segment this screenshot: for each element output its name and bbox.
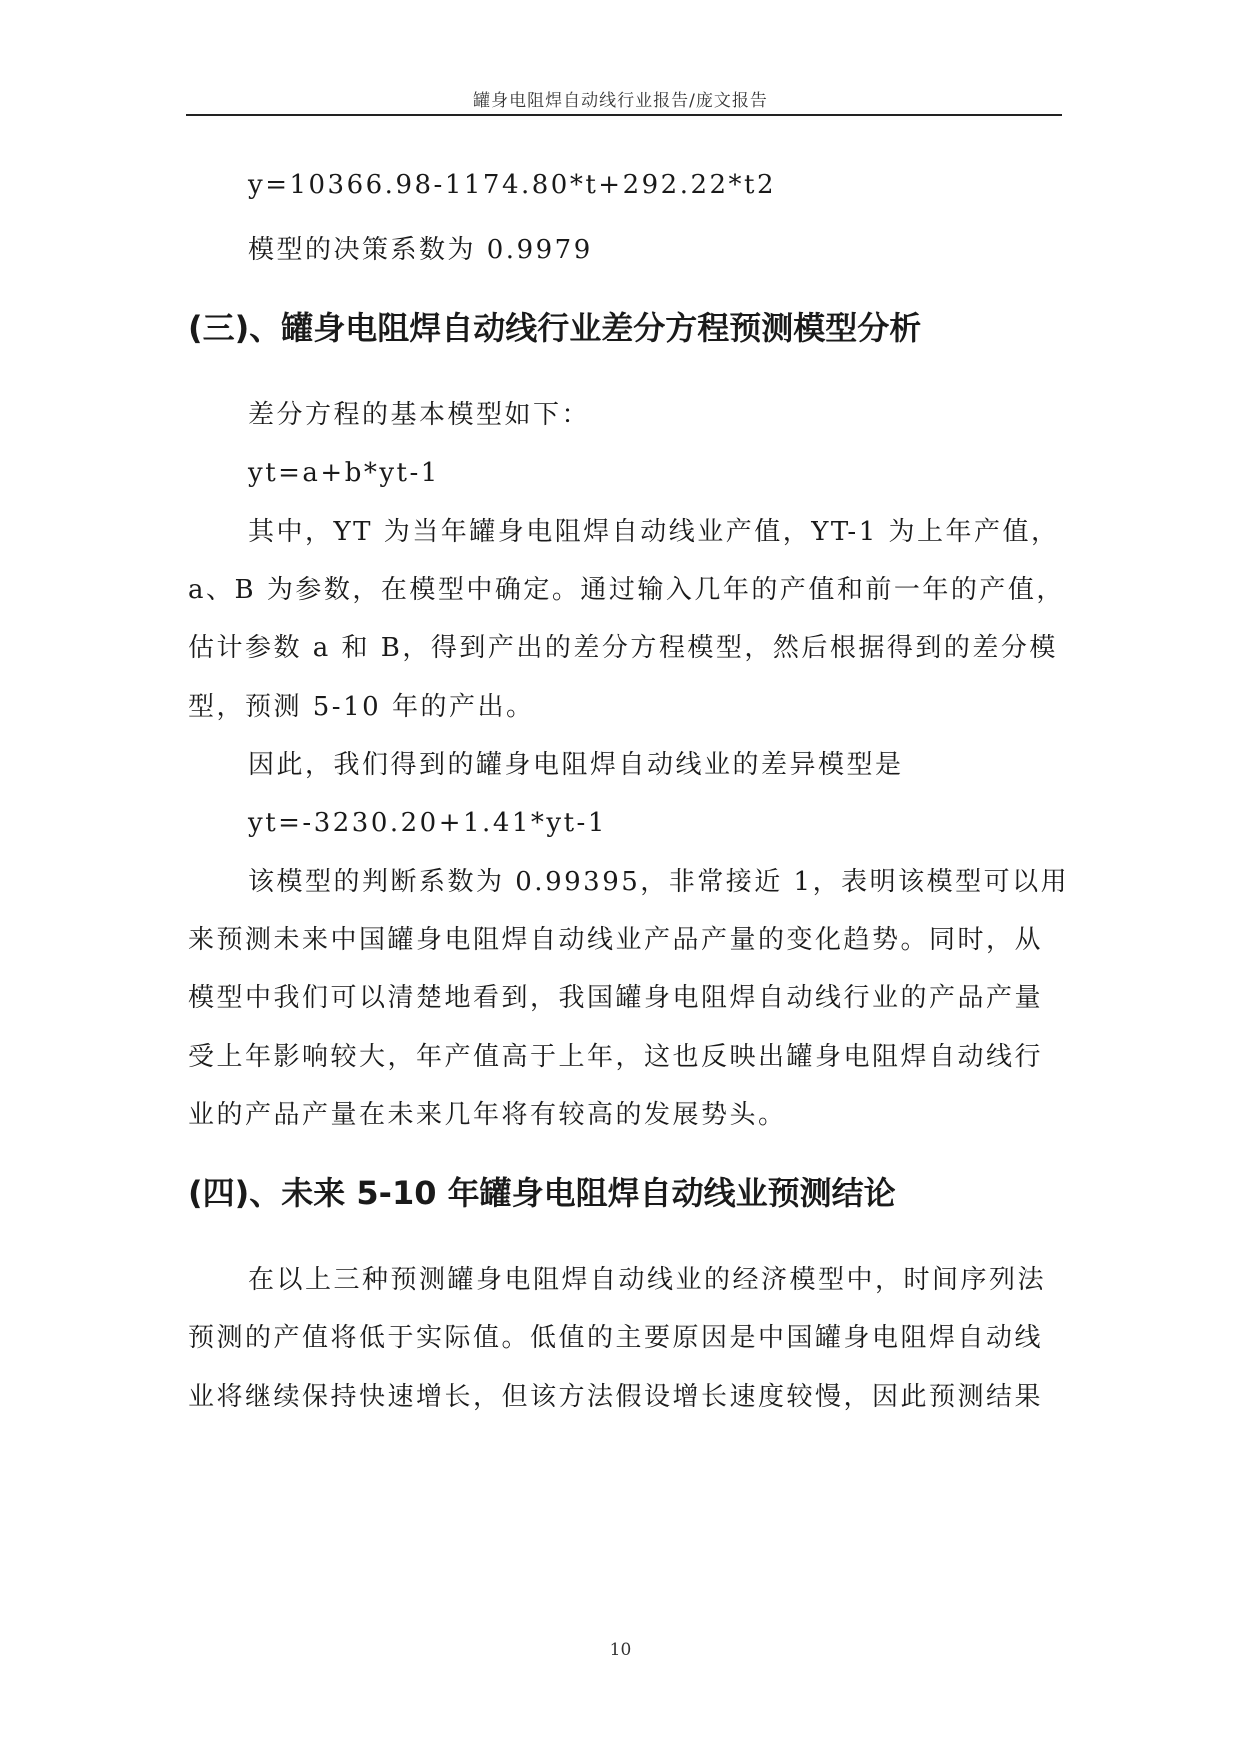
paragraph-line: 受上年影响较大，年产值高于上年，这也反映出罐身电阻焊自动线行 xyxy=(188,1042,1044,1072)
paragraph-line: 业将继续保持快速增长，但该方法假设增长速度较慢，因此预测结果 xyxy=(188,1382,1044,1412)
formula-difference-fitted: yt=-3230.20+1.41*yt-1 xyxy=(248,808,607,838)
section-heading-3: (三)、罐身电阻焊自动线行业差分方程预测模型分析 xyxy=(188,309,922,347)
paragraph-line: 该模型的判断系数为 0.99395，非常接近 1，表明该模型可以用 xyxy=(248,867,1070,897)
paragraph-line: 估计参数 a 和 B，得到产出的差分方程模型，然后根据得到的差分模 xyxy=(188,633,1058,663)
paragraph-line: 型，预测 5-10 年的产出。 xyxy=(188,692,535,722)
running-header: 罐身电阻焊自动线行业报告/庞文报告 xyxy=(473,91,768,111)
header-divider xyxy=(186,114,1062,116)
paragraph-line: 模型中我们可以清楚地看到，我国罐身电阻焊自动线行业的产品产量 xyxy=(188,983,1044,1013)
paragraph-line: 在以上三种预测罐身电阻焊自动线业的经济模型中，时间序列法 xyxy=(248,1265,1047,1295)
paragraph-line: 其中，YT 为当年罐身电阻焊自动线业产值，YT-1 为上年产值， xyxy=(248,517,1060,547)
paragraph-line: 业的产品产量在未来几年将有较高的发展势头。 xyxy=(188,1100,787,1130)
paragraph-line: a、B 为参数，在模型中确定。通过输入几年的产值和前一年的产值， xyxy=(188,575,1065,605)
formula-difference-basic: yt=a+b*yt-1 xyxy=(248,458,440,488)
paragraph-line: 模型的决策系数为 0.9979 xyxy=(248,235,593,265)
paragraph-line: 来预测未来中国罐身电阻焊自动线业产品产量的变化趋势。同时，从 xyxy=(188,925,1044,955)
formula-time-series: y=10366.98-1174.80*t+292.22*t2 xyxy=(248,170,777,200)
paragraph-line: 因此，我们得到的罐身电阻焊自动线业的差异模型是 xyxy=(248,750,904,780)
section-heading-4: (四)、未来 5-10 年罐身电阻焊自动线业预测结论 xyxy=(188,1174,896,1212)
paragraph-line: 预测的产值将低于实际值。低值的主要原因是中国罐身电阻焊自动线 xyxy=(188,1323,1044,1353)
page-number: 10 xyxy=(609,1640,632,1660)
paragraph-line: 差分方程的基本模型如下： xyxy=(248,400,591,430)
